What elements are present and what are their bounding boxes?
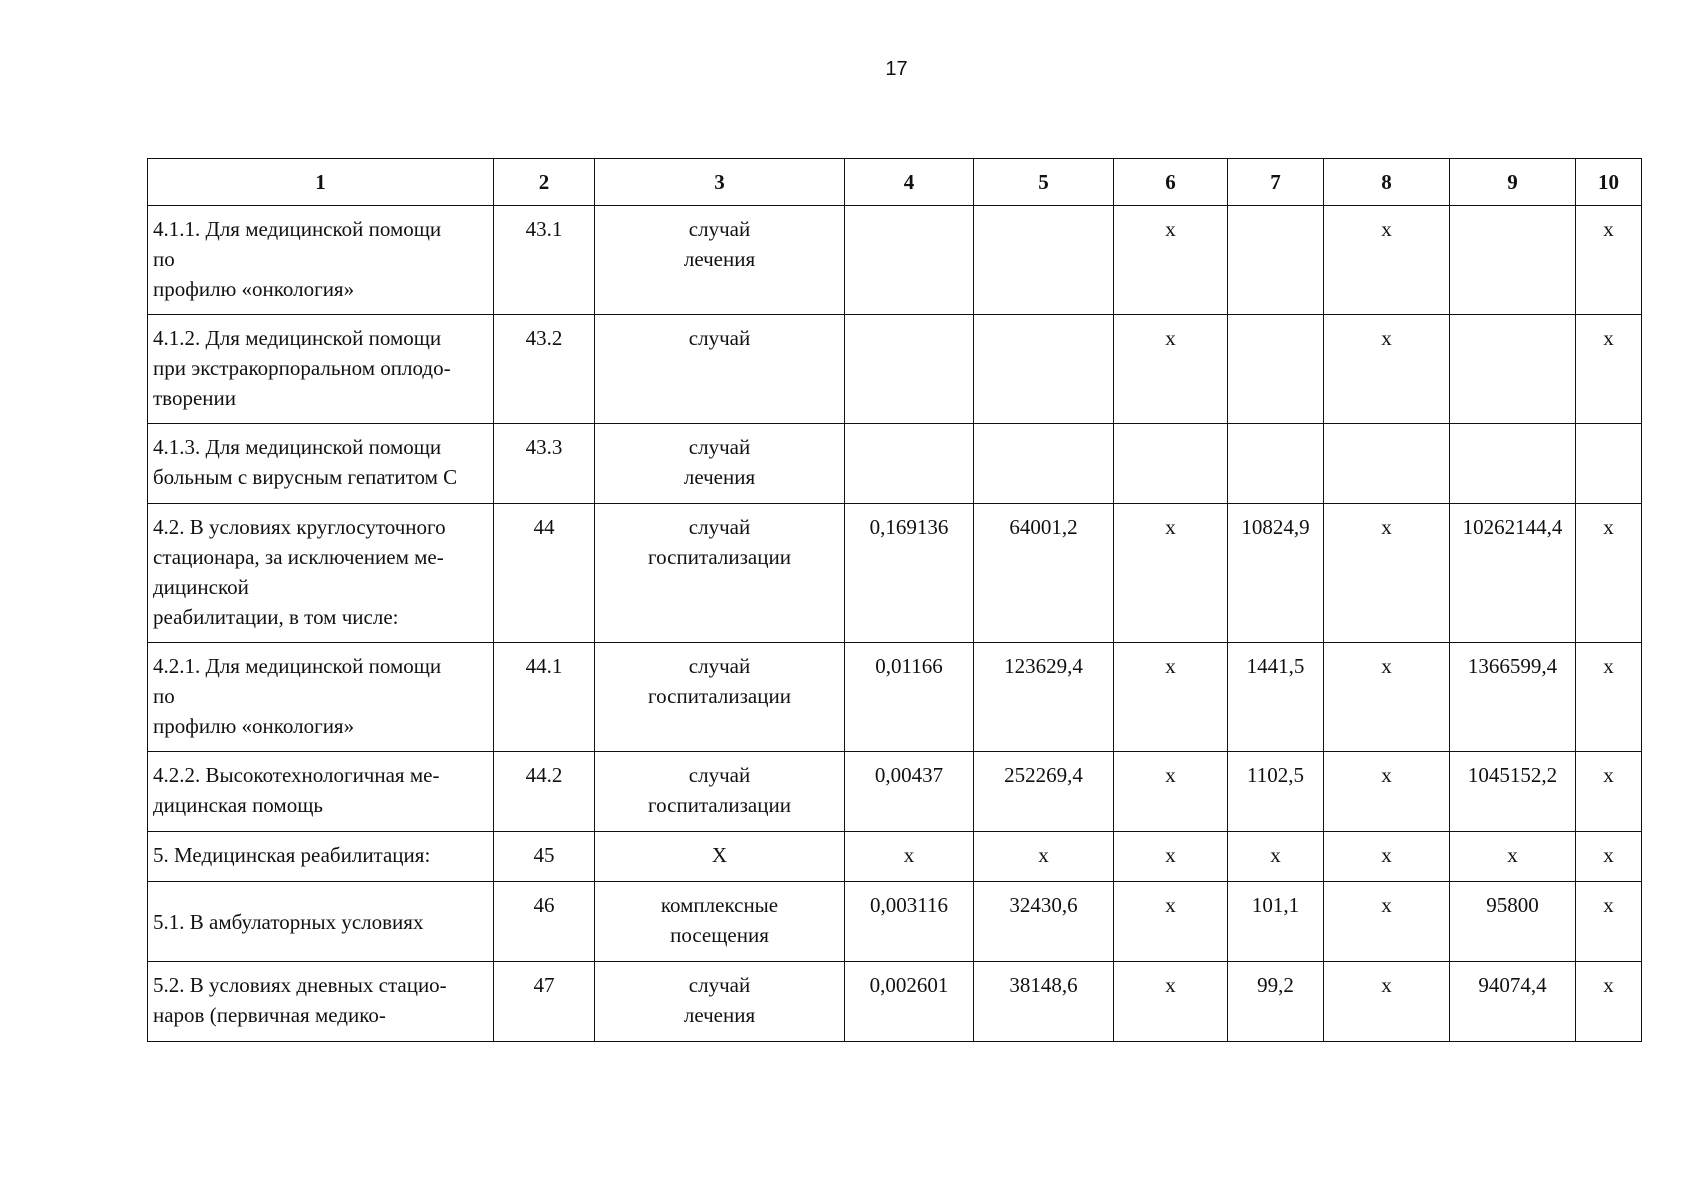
col-header-5: 5 <box>974 159 1114 206</box>
value-cell <box>1324 424 1450 504</box>
value-cell: х <box>1576 752 1642 832</box>
value-cell <box>974 206 1114 315</box>
value-cell: 64001,2 <box>974 504 1114 643</box>
value-cell: х <box>1114 206 1228 315</box>
value-cell <box>974 424 1114 504</box>
row-label-cell: 4.2. В условиях круглосуточного стационара, за исключением ме- дицинской реабилитации, в том числе: <box>148 504 494 643</box>
value-cell: х <box>1114 504 1228 643</box>
value-cell: х <box>1324 882 1450 962</box>
value-cell: х <box>1576 504 1642 643</box>
value-cell <box>845 206 974 315</box>
value-cell: х <box>1324 206 1450 315</box>
value-cell: х <box>974 832 1114 882</box>
row-label-cell: 4.2.2. Высокотехнологичная ме- дицинская помощь <box>148 752 494 832</box>
value-cell: 99,2 <box>1228 962 1324 1042</box>
col-header-3: 3 <box>595 159 845 206</box>
header-row <box>148 159 1642 206</box>
row-label-cell: 4.1.1. Для медицинской помощи по профилю «онкология» <box>148 206 494 315</box>
col-header-9: 9 <box>1450 159 1576 206</box>
unit-cell: случай лечения <box>595 962 845 1042</box>
value-cell: 0,003116 <box>845 882 974 962</box>
unit-cell: случай лечения <box>595 424 845 504</box>
value-cell <box>845 315 974 424</box>
value-cell: 32430,6 <box>974 882 1114 962</box>
row-code-cell: 44.2 <box>494 752 595 832</box>
value-cell <box>1450 424 1576 504</box>
col-header-1: 1 <box>148 159 494 206</box>
value-cell: 252269,4 <box>974 752 1114 832</box>
col-header-7: 7 <box>1228 159 1324 206</box>
value-cell <box>1450 206 1576 315</box>
table-row <box>148 832 1642 882</box>
value-cell: х <box>1576 832 1642 882</box>
col-header-8: 8 <box>1324 159 1450 206</box>
value-cell: 101,1 <box>1228 882 1324 962</box>
value-cell: 1366599,4 <box>1450 643 1576 752</box>
value-cell: х <box>1324 832 1450 882</box>
value-cell <box>974 315 1114 424</box>
value-cell: х <box>1450 832 1576 882</box>
value-cell: х <box>1324 504 1450 643</box>
value-cell: х <box>1576 643 1642 752</box>
value-cell <box>1576 424 1642 504</box>
value-cell: х <box>1576 315 1642 424</box>
row-code-cell: 43.2 <box>494 315 595 424</box>
row-code-cell: 44.1 <box>494 643 595 752</box>
value-cell: х <box>1114 315 1228 424</box>
unit-cell: случай <box>595 315 845 424</box>
value-cell: х <box>1114 643 1228 752</box>
row-label-cell: 5.2. В условиях дневных стацио- наров (первичная медико- <box>148 962 494 1042</box>
value-cell: х <box>1324 752 1450 832</box>
value-cell: 0,01166 <box>845 643 974 752</box>
value-cell: х <box>1114 962 1228 1042</box>
value-cell: х <box>1114 882 1228 962</box>
row-label-cell: 5.1. В амбулаторных условиях <box>148 882 494 962</box>
table-row <box>148 882 1642 962</box>
value-cell: х <box>1576 882 1642 962</box>
value-cell: 10262144,4 <box>1450 504 1576 643</box>
value-cell: 0,00437 <box>845 752 974 832</box>
value-cell: 95800 <box>1450 882 1576 962</box>
value-cell: 1045152,2 <box>1450 752 1576 832</box>
value-cell: х <box>1324 962 1450 1042</box>
value-cell: 1102,5 <box>1228 752 1324 832</box>
value-cell <box>1228 206 1324 315</box>
table-row <box>148 962 1642 1042</box>
table-row <box>148 504 1642 643</box>
row-label-cell: 4.1.3. Для медицинской помощи больным с вирусным гепатитом С <box>148 424 494 504</box>
value-cell: х <box>1114 832 1228 882</box>
value-cell: 1441,5 <box>1228 643 1324 752</box>
unit-cell: случай госпитализации <box>595 504 845 643</box>
value-cell: 0,169136 <box>845 504 974 643</box>
table-row <box>148 643 1642 752</box>
value-cell: х <box>1324 643 1450 752</box>
value-cell: 94074,4 <box>1450 962 1576 1042</box>
table-row <box>148 752 1642 832</box>
data-table <box>147 158 1642 1042</box>
row-code-cell: 43.1 <box>494 206 595 315</box>
col-header-10: 10 <box>1576 159 1642 206</box>
value-cell: 10824,9 <box>1228 504 1324 643</box>
row-label-cell: 5. Медицинская реабилитация: <box>148 832 494 882</box>
unit-cell: случай госпитализации <box>595 643 845 752</box>
col-header-6: 6 <box>1114 159 1228 206</box>
col-header-2: 2 <box>494 159 595 206</box>
row-code-cell: 46 <box>494 882 595 962</box>
unit-cell: Х <box>595 832 845 882</box>
row-label-cell: 4.1.2. Для медицинской помощи при экстракорпоральном оплодо- творении <box>148 315 494 424</box>
value-cell: х <box>1114 752 1228 832</box>
value-cell: х <box>1324 315 1450 424</box>
row-code-cell: 47 <box>494 962 595 1042</box>
page-number: 17 <box>885 58 908 80</box>
value-cell <box>1228 315 1324 424</box>
value-cell: х <box>1576 206 1642 315</box>
value-cell: 123629,4 <box>974 643 1114 752</box>
table-row <box>148 424 1642 504</box>
row-label-cell: 4.2.1. Для медицинской помощи по профилю «онкология» <box>148 643 494 752</box>
value-cell: х <box>1228 832 1324 882</box>
value-cell: х <box>1576 962 1642 1042</box>
unit-cell: комплексные посещения <box>595 882 845 962</box>
unit-cell: случай лечения <box>595 206 845 315</box>
value-cell <box>1114 424 1228 504</box>
table-row <box>148 315 1642 424</box>
value-cell <box>845 424 974 504</box>
unit-cell: случай госпитализации <box>595 752 845 832</box>
row-code-cell: 43.3 <box>494 424 595 504</box>
row-code-cell: 45 <box>494 832 595 882</box>
row-code-cell: 44 <box>494 504 595 643</box>
col-header-4: 4 <box>845 159 974 206</box>
value-cell: 0,002601 <box>845 962 974 1042</box>
value-cell <box>1450 315 1576 424</box>
value-cell <box>1228 424 1324 504</box>
table-row <box>148 206 1642 315</box>
value-cell: 38148,6 <box>974 962 1114 1042</box>
value-cell: х <box>845 832 974 882</box>
